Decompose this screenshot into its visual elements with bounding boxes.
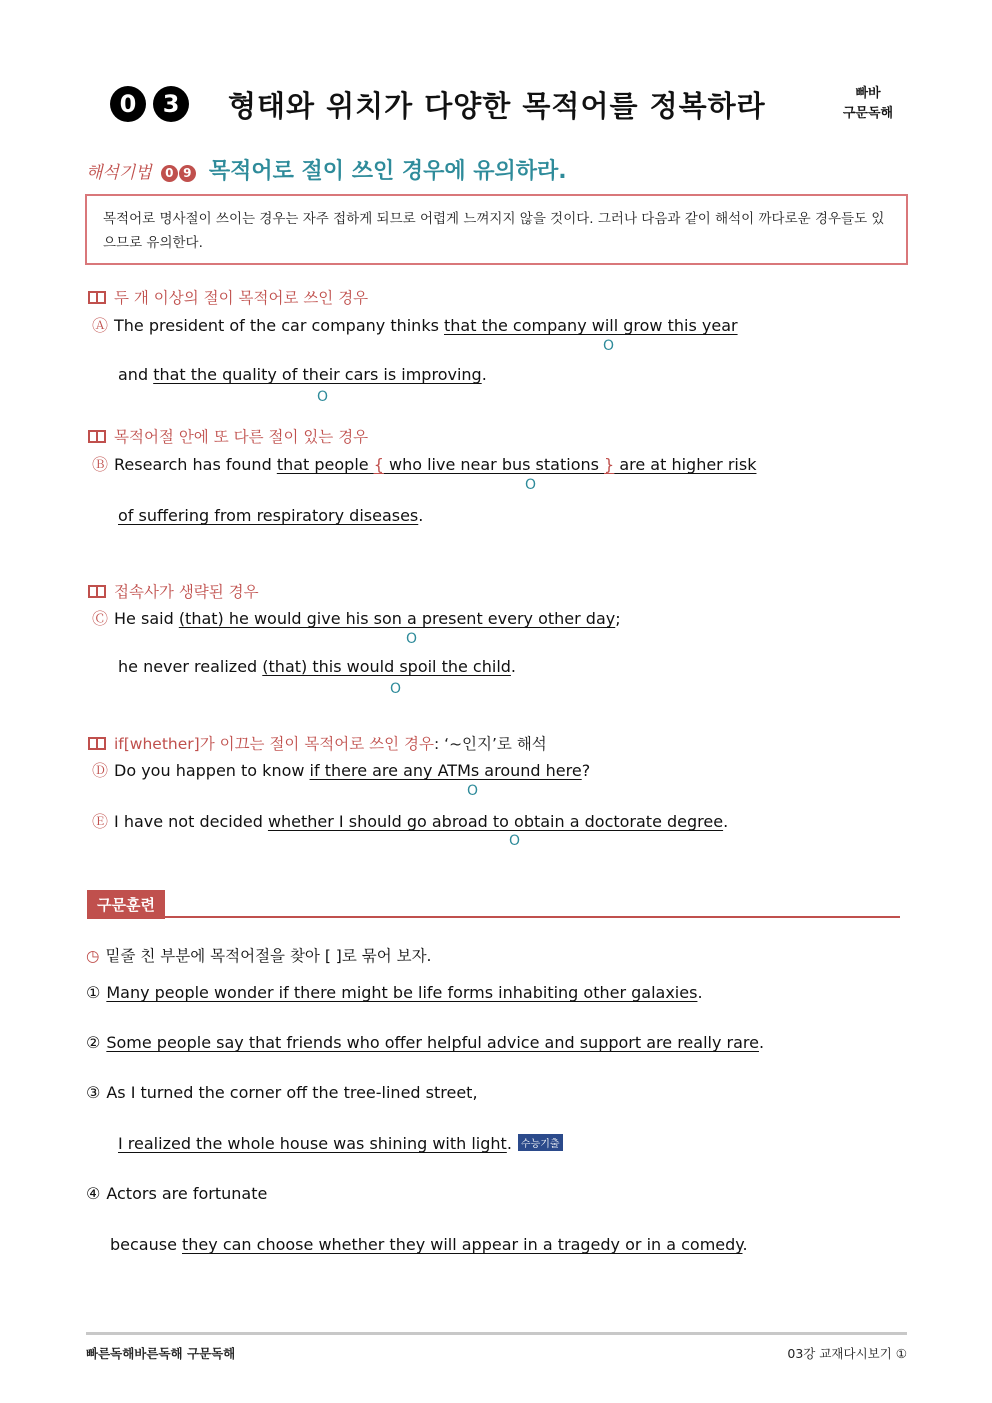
example-b-brace-close: } bbox=[604, 455, 615, 474]
q3-number: ③ bbox=[86, 1083, 101, 1102]
tip-title: 목적어로 절이 쓰인 경우에 유의하라. bbox=[208, 159, 567, 184]
example-b-brace-open: { bbox=[373, 455, 384, 474]
section-1-heading-text: 두 개 이상의 절이 목적어로 쓰인 경우 bbox=[114, 289, 369, 307]
tip-heading bbox=[86, 154, 567, 185]
section-4-heading-text: if[whether]가 이끄는 절이 목적어로 쓰인 경우 bbox=[114, 735, 434, 753]
example-c-semicolon: ; bbox=[615, 609, 621, 628]
example-a-text-2: and bbox=[118, 365, 154, 384]
q1-sentence: Many people wonder if there might be life forms inhabiting other galaxies bbox=[106, 983, 698, 1002]
object-marker: O bbox=[390, 681, 402, 697]
section-4-colon: : bbox=[433, 735, 440, 753]
q2-period: . bbox=[758, 1033, 765, 1052]
tip-label: 해석기법 bbox=[86, 163, 152, 183]
lesson-number bbox=[110, 86, 189, 122]
section-4-note: ‘~인지’로 해석 bbox=[444, 735, 547, 753]
book-icon bbox=[88, 737, 106, 750]
practice-tag: 구문훈련 bbox=[87, 890, 165, 919]
example-b-line-1 bbox=[92, 452, 756, 475]
example-c-mark: Ⓒ bbox=[92, 609, 109, 628]
q4-number: ④ bbox=[86, 1184, 101, 1203]
practice-q3-line-1 bbox=[86, 1083, 478, 1102]
object-marker: O bbox=[317, 389, 329, 405]
example-c-period: . bbox=[510, 657, 517, 676]
example-e-line bbox=[92, 809, 728, 832]
object-marker: O bbox=[525, 477, 537, 493]
q3-period: . bbox=[506, 1134, 512, 1153]
section-1-heading bbox=[88, 286, 368, 308]
object-marker: O bbox=[467, 783, 479, 799]
example-b-line-2 bbox=[118, 506, 423, 525]
practice-q4-line-1 bbox=[86, 1184, 267, 1203]
section-3-heading-text: 접속사가 생략된 경우 bbox=[114, 583, 259, 601]
footer-left: 빠른독해바른독해 구문독해 bbox=[86, 1346, 236, 1361]
example-d-text: Do you happen to know bbox=[114, 761, 310, 780]
footer-divider bbox=[86, 1332, 907, 1335]
tip-number-digit-2: 9 bbox=[179, 165, 196, 182]
page-title: 형태와 위치가 다양한 목적어를 정복하라 bbox=[228, 89, 766, 123]
example-e-object: whether I should go abroad to obtain a doctorate degree bbox=[267, 812, 724, 831]
section-2-heading-text: 목적어절 안에 또 다른 절이 있는 경우 bbox=[114, 428, 369, 446]
example-c-text-2: he never realized bbox=[118, 657, 263, 676]
q1-number: ① bbox=[86, 983, 101, 1002]
example-e-text: I have not decided bbox=[114, 812, 268, 831]
q3-text-1: As I turned the corner off the tree-lined street, bbox=[106, 1083, 478, 1102]
practice-q3-line-2 bbox=[118, 1134, 563, 1153]
q4-text-1: Actors are fortunate bbox=[106, 1184, 268, 1203]
book-icon bbox=[88, 585, 106, 598]
practice-q2 bbox=[86, 1033, 764, 1052]
intro-box bbox=[85, 194, 908, 265]
example-b-object-part-2: who live near bus stations bbox=[383, 455, 605, 474]
book-icon bbox=[88, 430, 106, 443]
practice-instruction bbox=[86, 944, 431, 966]
intro-text: 목적어로 명사절이 쓰이는 경우는 자주 접하게 되므로 어렵게 느껴지지 않을 것이다. 그러나 다음과 같이 해석이 까다로운 경우들도 있으므로 유의한다. bbox=[103, 211, 885, 251]
exam-badge: 수능기출 bbox=[518, 1134, 563, 1151]
example-b-object-part-1: that people bbox=[276, 455, 374, 474]
example-d-question-mark: ? bbox=[581, 761, 591, 780]
practice-instruction-text: 밑줄 친 부분에 목적어절을 찾아 [ ]로 묶어 보자. bbox=[105, 947, 432, 965]
q2-number: ② bbox=[86, 1033, 101, 1052]
example-c-line-1 bbox=[92, 606, 621, 629]
q1-period: . bbox=[697, 983, 703, 1002]
section-2-heading bbox=[88, 425, 368, 447]
example-a-mark: Ⓐ bbox=[92, 316, 109, 335]
q3-sentence: I realized the whole house was shining with light bbox=[118, 1134, 507, 1153]
q2-sentence: Some people say that friends who offer helpful advice and support are really rare bbox=[106, 1033, 759, 1052]
example-d-line bbox=[92, 758, 590, 781]
example-b-object-part-3: are at higher risk bbox=[614, 455, 757, 474]
brand-line-1: 빠바 bbox=[855, 86, 881, 101]
section-4-heading bbox=[88, 732, 547, 754]
example-a-object-1: that the company will grow this year bbox=[444, 316, 738, 335]
example-c-line-2 bbox=[118, 657, 516, 676]
lesson-number-digit-2: 3 bbox=[153, 86, 189, 122]
brand-line-2: 구문독해 bbox=[842, 106, 894, 121]
example-a-object-2: that the quality of their cars is improving bbox=[153, 365, 482, 384]
practice-divider bbox=[87, 916, 900, 918]
example-b-object-part-4: of suffering from respiratory diseases bbox=[118, 506, 419, 525]
q4-text-2: because bbox=[110, 1235, 183, 1254]
example-e-period: . bbox=[723, 812, 729, 831]
example-c-text-1: He said bbox=[114, 609, 179, 628]
object-marker: O bbox=[603, 338, 615, 354]
footer-right: 03강 교재다시보기 ① bbox=[787, 1346, 907, 1361]
book-icon bbox=[88, 291, 106, 304]
object-marker: O bbox=[406, 631, 418, 647]
example-a-line-1 bbox=[92, 313, 738, 336]
clock-icon: ◷ bbox=[86, 947, 100, 965]
tip-number-digit-1: 0 bbox=[161, 165, 178, 182]
section-3-heading bbox=[88, 580, 259, 602]
example-a-text-1: The president of the car company thinks bbox=[114, 316, 444, 335]
object-marker: O bbox=[509, 833, 521, 849]
example-b-mark: Ⓑ bbox=[92, 455, 109, 474]
lesson-number-digit-1: 0 bbox=[110, 86, 146, 122]
example-b-period: . bbox=[418, 506, 424, 525]
example-e-mark: Ⓔ bbox=[92, 812, 109, 831]
example-a-line-2 bbox=[118, 365, 487, 384]
example-d-object: if there are any ATMs around here bbox=[309, 761, 582, 780]
example-a-period: . bbox=[481, 365, 487, 384]
example-d-mark: Ⓓ bbox=[92, 761, 109, 780]
q4-period: . bbox=[742, 1235, 748, 1254]
example-b-text-1: Research has found bbox=[114, 455, 277, 474]
brand bbox=[836, 84, 900, 124]
example-c-object-1: (that) he would give his son a present every other day bbox=[178, 609, 616, 628]
practice-q1 bbox=[86, 983, 703, 1002]
example-c-object-2: (that) this would spoil the child bbox=[262, 657, 511, 676]
q4-sentence: they can choose whether they will appear in a tragedy or in a comedy bbox=[182, 1235, 743, 1254]
practice-q4-line-2 bbox=[110, 1235, 748, 1254]
